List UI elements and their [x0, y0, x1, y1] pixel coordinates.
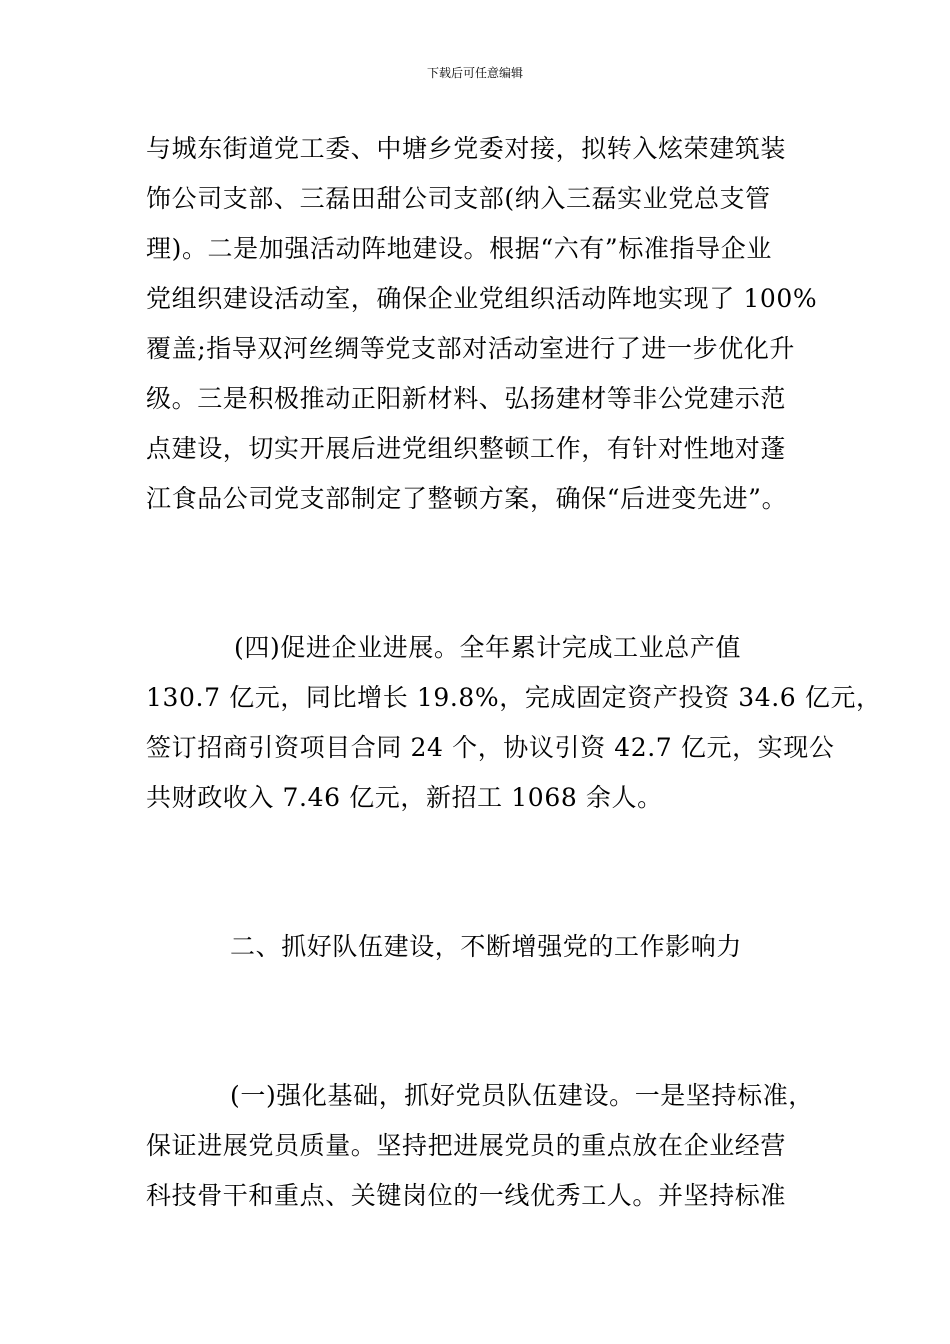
text-line: 饰公司支部、三磊田甜公司支部(纳入三磊实业党总支管: [146, 184, 771, 213]
text-line: 科技骨干和重点、关键岗位的一线优秀工人。并坚持标准: [146, 1181, 787, 1210]
text-line: 点建设，切实开展后进党组织整顿工作，有针对性地对蓬: [146, 434, 787, 463]
text-line: 130.7 亿元，同比增长 19.8%，完成固定资产投资 34.6 亿元，: [146, 683, 882, 712]
text-line: 共财政收入 7.46 亿元，新招工 1068 余人。: [146, 783, 663, 812]
text-line: (一)强化基础，抓好党员队伍建设。一是坚持标准，: [230, 1081, 814, 1110]
text-line: (四)促进企业进展。全年累计完成工业总产值: [234, 633, 742, 662]
text-line: 签订招商引资项目合同 24 个，协议引资 42.7 亿元，实现公: [146, 733, 835, 762]
text-line: 保证进展党员质量。坚持把进展党员的重点放在企业经营: [146, 1131, 787, 1160]
text-line: 级。三是积极推动正阳新材料、弘扬建材等非公党建示范: [146, 384, 787, 413]
text-line: 覆盖;指导双河丝绸等党支部对活动室进行了进一步优化升: [146, 334, 796, 363]
text-line: 与城东街道党工委、中塘乡党委对接，拟转入炫荣建筑装: [146, 134, 787, 163]
text-line: 理)。二是加强活动阵地建设。根据“六有”标准指导企业: [146, 234, 772, 263]
section-title: 二、抓好队伍建设，不断增强党的工作影响力: [230, 932, 743, 961]
text-line: 江食品公司党支部制定了整顿方案，确保“后进变先进”。: [146, 484, 788, 513]
text-line: 党组织建设活动室，确保企业党组织活动阵地实现了 100%: [146, 284, 818, 313]
page-header: 下载后可任意编辑: [426, 66, 523, 80]
